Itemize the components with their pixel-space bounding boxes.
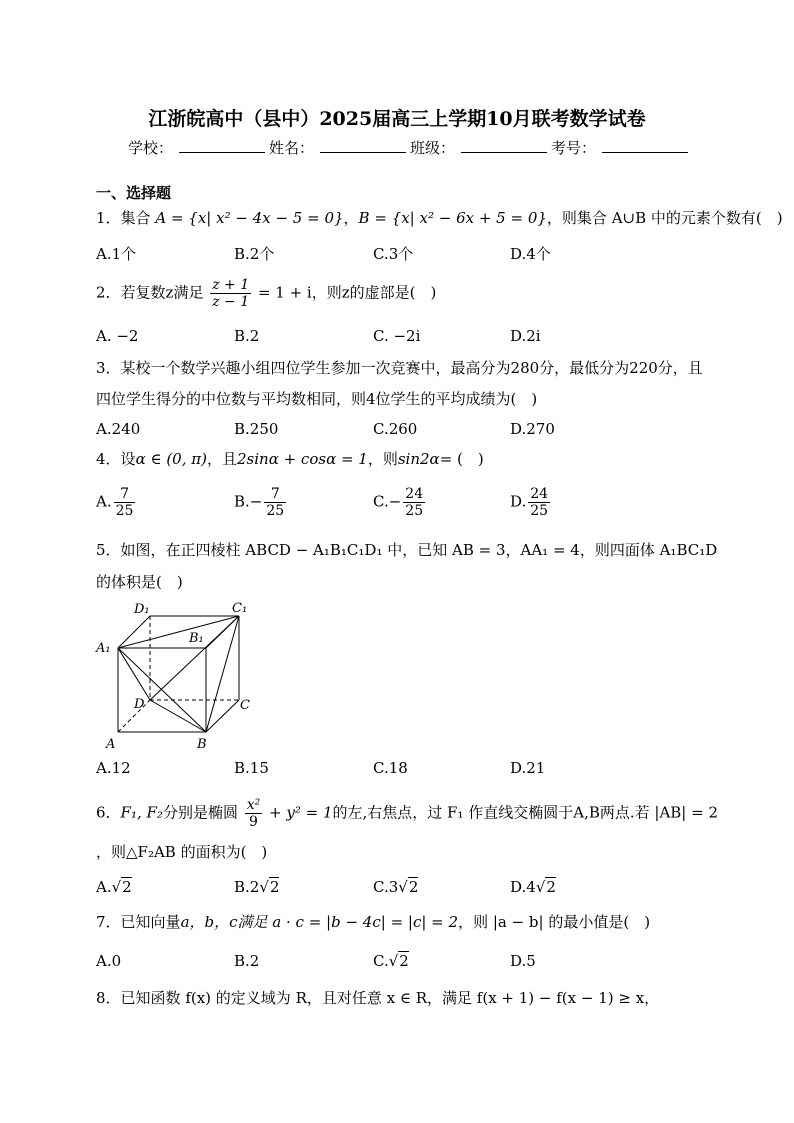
question-2 <box>96 277 436 310</box>
q6-frac-num: x² <box>246 797 261 813</box>
class-blank[interactable] <box>461 138 547 153</box>
q1-number: 1． <box>96 209 121 227</box>
q7-cond: 满足 a · c = |b − 4c| = |c| = 2 <box>237 913 459 931</box>
label-a1: A₁ <box>96 641 111 656</box>
q4-c-label: C. <box>373 492 389 511</box>
q7-vectors: a，b，c <box>180 913 238 931</box>
edge-a1-c1 <box>118 616 239 648</box>
question-1 <box>96 208 783 228</box>
q2-number: 2． <box>96 283 121 302</box>
q6-option-d[interactable]: D.4√2 <box>510 878 556 896</box>
question-4 <box>96 449 484 469</box>
question-3-line-2: 四位学生得分的中位数与平均数相同，则4位学生的平均成绩为( ) <box>96 390 538 408</box>
label-d1: D₁ <box>134 602 150 617</box>
q1-option-c[interactable]: C.3个 <box>373 245 414 263</box>
q5-option-c[interactable]: C.18 <box>373 759 408 777</box>
q3-option-b[interactable]: B.250 <box>234 420 279 438</box>
q4-lead: 设 <box>120 450 136 468</box>
q1-option-a[interactable]: A.1个 <box>96 245 137 263</box>
q7-number: 7． <box>96 913 121 931</box>
q4-b-num: 7 <box>264 486 286 503</box>
label-c: C <box>240 698 250 713</box>
q2-tail: ，则z的虚部是( ) <box>311 283 437 302</box>
q4-number: 4． <box>96 450 121 468</box>
q4-a-frac <box>114 486 136 519</box>
q4-d-label: D. <box>510 492 527 511</box>
q2-option-a[interactable]: A. −2 <box>96 327 139 345</box>
q4-a-label: A. <box>96 492 112 511</box>
q4-a-num: 7 <box>114 486 136 503</box>
info-line <box>128 137 692 158</box>
q7-option-b[interactable]: B.2 <box>234 952 260 970</box>
q4-tail-2: = ( ) <box>439 450 484 468</box>
q2-fraction <box>210 277 251 310</box>
class-label: 班级： <box>410 139 456 157</box>
q6-option-b[interactable]: B.2√2 <box>234 878 280 896</box>
q4-b-label: B. <box>234 492 250 511</box>
q6-fraction <box>245 797 263 830</box>
q6-foci: F₁, F₂ <box>120 803 163 822</box>
school-label: 学校： <box>128 139 174 157</box>
q6-number: 6． <box>96 803 121 822</box>
q7-tail: ，则 |a − b| 的最小值是( ) <box>458 913 651 931</box>
q6-b-label: B. <box>234 878 250 896</box>
q4-option-b[interactable] <box>234 486 288 519</box>
q4-b-frac <box>264 486 286 519</box>
q4-c-sign: − <box>388 492 402 511</box>
q2-rhs: = 1 + i <box>257 283 312 302</box>
q4-c-frac <box>403 486 425 519</box>
label-c1: C₁ <box>232 601 248 616</box>
label-b1: B₁ <box>189 631 204 646</box>
q4-cond-1: α ∈ (0, π) <box>135 450 207 468</box>
q1-option-d[interactable]: D.4个 <box>510 245 551 263</box>
q1-option-b[interactable]: B.2个 <box>234 245 275 263</box>
q8-number: 8． <box>96 989 121 1007</box>
q2-option-d[interactable]: D.2i <box>510 327 541 345</box>
q6-d-rad: 2 <box>546 878 556 896</box>
q6-lead: 分别是椭圆 <box>162 803 238 822</box>
question-6 <box>96 797 718 830</box>
q1-set-b: B = {x| x² − 6x + 5 = 0} <box>358 209 547 227</box>
q3-option-d[interactable]: D.270 <box>510 420 555 438</box>
q4-tail-1: ，则 <box>367 450 398 468</box>
edge-b-c1 <box>206 616 239 732</box>
q4-d-den: 25 <box>530 503 549 519</box>
q6-rhs: + y² = 1 <box>269 803 333 822</box>
q5-option-a[interactable]: A.12 <box>96 759 131 777</box>
question-5-line-1: 5．如图，在正四棱柱 ABCD − A₁B₁C₁D₁ 中，已知 AB = 3，AA₁ = 4，则四面体 A₁BC₁D <box>96 541 718 559</box>
q7-c-label: C. <box>373 952 389 970</box>
q2-option-b[interactable]: B.2 <box>234 327 260 345</box>
question-6-line-2: ，则△F₂AB 的面积为( ) <box>96 843 268 861</box>
q4-c-num: 24 <box>405 486 424 502</box>
q4-a-den: 25 <box>115 503 134 519</box>
q6-frac-den: 9 <box>249 814 258 830</box>
prism-diagram <box>94 600 264 760</box>
q4-d-frac <box>528 486 550 519</box>
question-5-line-2: 的体积是( ) <box>96 573 183 591</box>
q6-d-label: D. <box>510 878 527 896</box>
q6-option-c[interactable]: C.3√2 <box>373 878 419 896</box>
q7-lead: 已知向量 <box>120 913 181 931</box>
question-7 <box>96 912 650 932</box>
q6-c-rad: 2 <box>408 878 419 896</box>
label-a: A <box>106 737 116 752</box>
q3-option-a[interactable]: A.240 <box>96 420 141 438</box>
q7-c-rad: 2 <box>399 952 409 970</box>
q2-option-c[interactable]: C. −2i <box>373 327 421 345</box>
q4-b-den: 25 <box>266 503 285 519</box>
q5-option-d[interactable]: D.21 <box>510 759 546 777</box>
edge-d-c1 <box>150 616 239 700</box>
q5-option-b[interactable]: B.15 <box>234 759 269 777</box>
page-title: 江浙皖高中（县中）2025届高三上学期10月联考数学试卷 <box>148 108 646 130</box>
q3-option-c[interactable]: C.260 <box>373 420 418 438</box>
q1-sep: ， <box>343 209 359 227</box>
q7-option-a[interactable]: A.0 <box>96 952 122 970</box>
q6-b-rad: 2 <box>269 878 280 896</box>
name-label: 姓名： <box>269 139 315 157</box>
q2-frac-den: z − 1 <box>212 294 250 310</box>
edge-a1-b <box>118 648 206 732</box>
prism-figure <box>94 600 264 760</box>
q6-a-label: A. <box>96 878 112 896</box>
id-label: 考号： <box>551 139 597 157</box>
q1-set-a: A = {x| x² − 4x − 5 = 0} <box>155 209 344 227</box>
edge-a1-d1 <box>118 616 150 648</box>
question-3-line-1: 3．某校一个数学兴趣小组四位学生参加一次竞赛中，最高分为280分，最低分为220分，且 <box>96 359 703 377</box>
q6-b-coef: 2 <box>249 878 260 896</box>
q6-d-coef: 4 <box>526 878 536 896</box>
q7-option-c[interactable]: C.√2 <box>373 952 409 970</box>
q8-text: 已知函数 f(x) 的定义域为 R，且对任意 x ∈ R，满足 f(x + 1) − f(x − 1) ≥ x， <box>120 989 660 1007</box>
q4-expr: sin2α <box>397 450 440 468</box>
q1-lead: 集合 <box>120 209 151 227</box>
q4-option-c[interactable] <box>373 486 427 519</box>
q4-option-d[interactable] <box>510 486 552 519</box>
label-d: D <box>134 697 145 712</box>
q6-tail: 的左,右焦点，过 F₁ 作直线交椭圆于A,B两点.若 |AB| = 2 <box>332 803 719 822</box>
q2-lead: 若复数z满足 <box>120 283 204 302</box>
q6-c-label: C. <box>373 878 389 896</box>
section-title: 一、选择题 <box>96 184 172 202</box>
q4-d-num: 24 <box>530 486 549 502</box>
q4-c-den: 25 <box>405 503 424 519</box>
q4-option-a[interactable] <box>96 486 137 519</box>
name-blank[interactable] <box>320 138 406 153</box>
q4-mid: ，且 <box>206 450 237 468</box>
q6-c-coef: 3 <box>388 878 399 896</box>
question-8 <box>96 988 659 1008</box>
q2-frac-num: z + 1 <box>212 277 250 293</box>
q7-option-d[interactable]: D.5 <box>510 952 536 970</box>
q6-a-rad: 2 <box>122 878 132 896</box>
id-blank[interactable] <box>602 138 688 153</box>
q4-b-sign: − <box>249 492 263 511</box>
label-b: B <box>197 737 207 752</box>
q6-option-a[interactable]: A.√2 <box>96 878 132 896</box>
school-blank[interactable] <box>179 138 265 153</box>
q1-tail: ，则集合 A∪B 中的元素个数有( ) <box>546 209 783 227</box>
q4-cond-2: 2sinα + cosα = 1 <box>237 450 368 468</box>
